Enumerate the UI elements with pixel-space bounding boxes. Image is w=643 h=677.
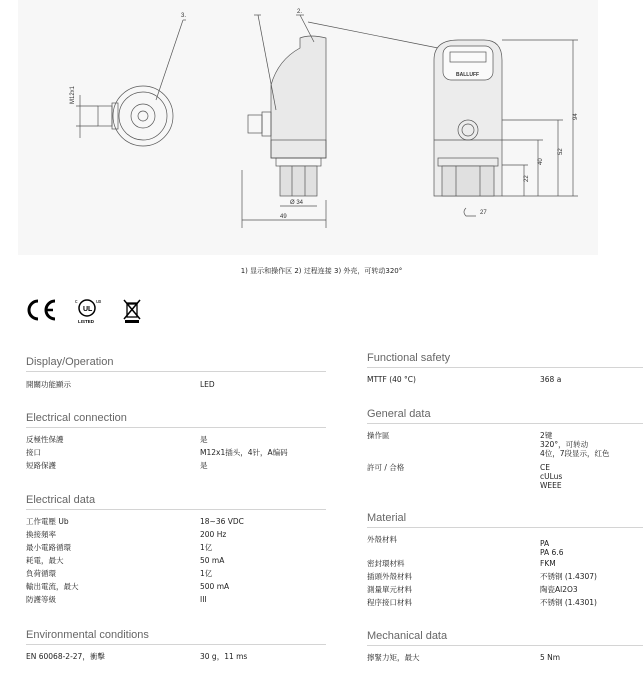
weee-bin-icon [122, 298, 142, 328]
spec-key: 開關功能顯示 [26, 380, 71, 389]
spec-row [26, 433, 326, 446]
section-electrical-connection [26, 412, 326, 472]
spec-row [367, 461, 643, 493]
spec-value: 200 Hz [200, 530, 227, 539]
spec-key: 防護等級 [26, 595, 56, 604]
spec-value-line: PA 6.6 [540, 548, 564, 557]
spec-key: 短路保護 [26, 461, 56, 470]
dim-diameter: Ø 34 [290, 200, 304, 206]
spec-key: MTTF (40 °C) [367, 375, 416, 384]
spec-value: 500 mA [200, 582, 230, 591]
svg-text:UL: UL [83, 306, 93, 313]
spec-row [26, 554, 326, 567]
spec-key: 程序接口材料 [367, 598, 412, 607]
spec-key: 接口 [26, 448, 41, 457]
spec-value: 是 [200, 435, 208, 444]
ce-mark-icon [24, 298, 58, 326]
spec-key: 外殼材料 [367, 535, 397, 544]
dim-m12: M12x1 [70, 85, 76, 104]
spec-row [26, 459, 326, 472]
spec-row [26, 541, 326, 554]
section-environmental-conditions [26, 629, 326, 663]
spec-row [26, 528, 326, 541]
spec-row [26, 593, 326, 606]
dim-22: 22 [524, 175, 530, 182]
drawing-caption: 1) 显示和操作区 2) 过程连接 3) 外壳，可转动320° [240, 267, 403, 275]
section-title: Display/Operation [26, 356, 326, 372]
spec-value: LED [200, 380, 215, 389]
spec-key: 操作區 [367, 431, 390, 440]
spec-key: 輸出電流，最大 [26, 582, 79, 591]
spec-key: 反極性保護 [26, 435, 64, 444]
section-electrical-data [26, 494, 326, 606]
spec-row [26, 650, 326, 663]
spec-key: 耗電，最大 [26, 556, 64, 565]
spec-row [26, 446, 326, 459]
section-title: Functional safety [367, 352, 643, 368]
spec-value-line: cULus [540, 472, 563, 481]
spec-row [367, 583, 643, 596]
dim-52: 52 [558, 148, 564, 155]
spec-value: 1亿 [200, 569, 213, 578]
spec-key: 測量單元材料 [367, 585, 412, 594]
spec-key: 擰緊力矩，最大 [367, 653, 420, 662]
spec-row [367, 570, 643, 583]
spec-key: 換接頻率 [26, 530, 56, 539]
spec-value: 陶瓷Al2O3 [540, 585, 578, 594]
spec-value-line: 4位，7段显示，红色 [540, 449, 610, 458]
spec-value: 是 [200, 461, 208, 470]
section-title: Electrical connection [26, 412, 326, 428]
section-functional-safety [367, 352, 643, 386]
spec-key: 最小電路循環 [26, 543, 71, 552]
section-title: Material [367, 512, 643, 528]
section-title: Mechanical data [367, 630, 643, 646]
spec-value-line: 2键 [540, 431, 553, 440]
spec-value-line: WEEE [540, 481, 562, 490]
spec-value: 368 a [540, 375, 562, 384]
spec-value: 不锈钢 (1.4301) [540, 598, 597, 607]
spec-row [26, 567, 326, 580]
svg-text:LISTED: LISTED [78, 319, 95, 324]
section-title: Electrical data [26, 494, 326, 510]
spec-value-line: PA [540, 539, 550, 548]
spec-key: 工作電壓 Ub [26, 517, 69, 526]
section-general-data [367, 408, 643, 493]
callout-2: 3. [181, 13, 187, 19]
spec-row [26, 378, 326, 391]
spec-value-line: 320°，可转动 [540, 440, 589, 449]
spec-row [367, 533, 643, 557]
spec-key: EN 60068-2-27，衝擊 [26, 652, 105, 661]
spec-value: 不锈钢 (1.4307) [540, 572, 597, 581]
spec-value [540, 539, 564, 557]
spec-value: FKM [540, 559, 556, 568]
spec-row [26, 515, 326, 528]
spec-value: III [200, 595, 207, 604]
section-display-operation [26, 356, 326, 391]
svg-text:us: us [96, 299, 102, 305]
dim-94: 94 [573, 113, 579, 120]
culus-listed-icon [72, 296, 106, 330]
spec-value: 18~36 VDC [200, 517, 244, 526]
spec-row [26, 580, 326, 593]
spec-value [540, 463, 562, 490]
spec-value [540, 431, 610, 458]
dim-40: 40 [538, 158, 544, 165]
spec-value: 5 Nm [540, 653, 561, 662]
technical-drawing [18, 0, 598, 255]
spec-row [367, 651, 643, 664]
spec-key: 許可 / 合格 [367, 463, 405, 472]
spec-value: 30 g，11 ms [200, 652, 248, 661]
spec-row [367, 596, 643, 609]
svg-text:c: c [75, 299, 78, 305]
spec-value: 1亿 [200, 543, 213, 552]
section-title: Environmental conditions [26, 629, 326, 645]
spec-value-line: CE [540, 463, 550, 472]
spec-value: M12x1插头，4针，A编码 [200, 448, 288, 457]
brand-label: BALLUFF [456, 72, 480, 78]
dim-wrench: 27 [480, 210, 487, 216]
spec-row [367, 429, 643, 461]
section-mechanical-data [367, 630, 643, 664]
spec-row [367, 373, 643, 386]
spec-key: 密封環材料 [367, 559, 405, 568]
dim-width: 49 [280, 214, 287, 220]
dimension-drawing [18, 0, 598, 255]
spec-key: 負荷循環 [26, 569, 56, 578]
section-title: General data [367, 408, 643, 424]
spec-key: 插頭外殼材料 [367, 572, 412, 581]
section-material [367, 512, 643, 609]
spec-value: 50 mA [200, 556, 225, 565]
spec-row [367, 557, 643, 570]
callout-1: 2. [297, 9, 303, 15]
